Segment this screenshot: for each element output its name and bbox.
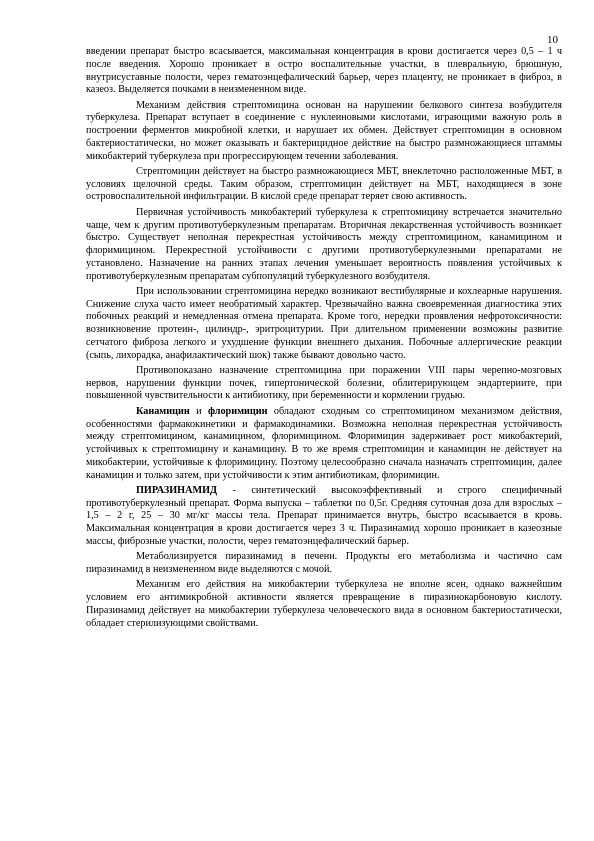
paragraph-text: обладают сходным со стрептомицином механизмом действия, особенностями фармакокинетики и фармакодинамики. Возможна неполная перекрестная устойчивость между стрептомицином, канамицином, флоримицином. Флоримицин задерживает рост микобактерий, устойчивых к стрептомицину и канамицину. В то же время стрептомицин и канамицин не действует на микобактерии, устойчивые к флоримицину. Поэтому целесообразно сначала назначать стрептомицин, далее канамицин и только затем, при устойчивости к этим антибиотикам, флоримицин. <box>86 405 562 481</box>
paragraph-pyrazinamide-mechanism: Механизм его действия на микобактерии туберкулеза не вполне ясен, однако важнейшим условием его антимикробной активности является превращение в пиразинокарбоновую кислоту. Пиразинамид действует на микобактерии туберкулеза человеческого вида в основном бактериостатически, обладает стерилизующими свойствами. <box>86 579 562 629</box>
paragraph-metabolism: Метаболизируется пиразинамид в печени. Продукты его метаболизма и частично сам пиразинамид в неизмененном виде выделяются с мочой. <box>86 551 562 575</box>
paragraph-text: - синтетический высокоэффективный и строго специфичный противотуберкулезный препарат. Форма выпуска – таблетки по 0,5г. Средняя суточная доза для взрослых – 1,5 – 2 г, 25 – 30 мг/кг массы тела. Препарат принимается внутрь, быстро всасывается в кровь. Максимальная концентрация в крови достигается через 3 ч. Пиразинамид хорошо проникает в казеозные массы, фиброзные участки, полости, через гематоэнцефалический барьер. <box>86 484 562 547</box>
paragraph-kanamycin-florimycin <box>86 406 562 483</box>
page-number: 10 <box>547 34 558 46</box>
paragraph-side-effects: При использовании стрептомицина нередко возникают вестибулярные и кохлеарные нарушения. Снижение слуха часто имеет необратимый характер. Чрезвычайно важна своевременная диагностика этих побочных реакций и немедленная отмена препарата. Кроме того, нередки проявления нефротоксичности: возникновение протеин-, цилиндр-, эритроцитурии. При длительном применении возможны развитие сетчатого фиброза легкого и ухудшение функции внешнего дыхания. Побочные аллергические реакции (сыпь, лихорадка, анафилактический шок) также бывают довольно часто. <box>86 285 562 361</box>
paragraph-pyrazinamide <box>86 485 562 549</box>
paragraph-contraindications: Противопоказано назначение стрептомицина при поражении VIII пары черепно-мозговых нервов, нарушении функции почек, гипертонической болезни, облитерирующем эндартериите, при повышенной чувствительности к антибиотику, при беременности и кормлении грудью. <box>86 364 562 402</box>
term-pyrazinamide: ПИРАЗИНАМИД <box>136 484 218 496</box>
paragraph-streptomycin-mechanism: Механизм действия стрептомицина основан на нарушении белкового синтеза возбудителя туберкулеза. Препарат вступает в соединение с нуклеиновыми кислотами, играющими важную роль в построении ферментов микробной клетки, и нарушает их обмен. Действует стрептомицин в основном бактериостатически, но может оказывать и бактерицидное действие на быстро размножающиеся штаммы микобактерий туберкулеза при прогрессирующем течении заболевания. <box>86 99 562 162</box>
paragraph-resistance: Первичная устойчивость микобактерий туберкулеза к стрептомицину встречается значительно чаще, чем к другим противотуберкулезным препаратам. Вторичная лекарственная устойчивость возникает быстро. Существует неполная перекрестная устойчивость между стрептомицином, канамицином и флоримицином. Перекрестной устойчивости с другими противотуберкулезными препаратами не установлено. Назначение на ранних этапах лечения уменьшает вероятность появления устойчивых к противотуберкулезным препаратам субпопуляций туберкулезного возбудителя. <box>86 206 562 282</box>
conjunction: и <box>189 405 208 417</box>
body-text <box>86 46 562 633</box>
paragraph-continuation: введении препарат быстро всасывается, максимальная концентрация в крови достигается через 0,5 – 1 ч после введения. Хорошо проникает в остро воспалительные участки, в плевральную, брюшную, внутрисуставные полости, через гематоэнцефалический барьер, через плаценту, не проникает в фиброз, в казеоз. Выделяется почками в неизмененном виде. <box>86 46 562 96</box>
term-florimycin: флоримицин <box>207 405 268 417</box>
paragraph-streptomycin-action: Стрептомицин действует на быстро размножающиеся МБТ, внеклеточно расположенные МБТ, в условиях щелочной среды. Таким образом, стрептомицин действует на МБТ, находящиеся в зоне островоспалительной инфильтрации. В кислой среде препарат теряет свою активность. <box>86 165 562 203</box>
term-kanamycin: Канамицин <box>136 405 190 417</box>
